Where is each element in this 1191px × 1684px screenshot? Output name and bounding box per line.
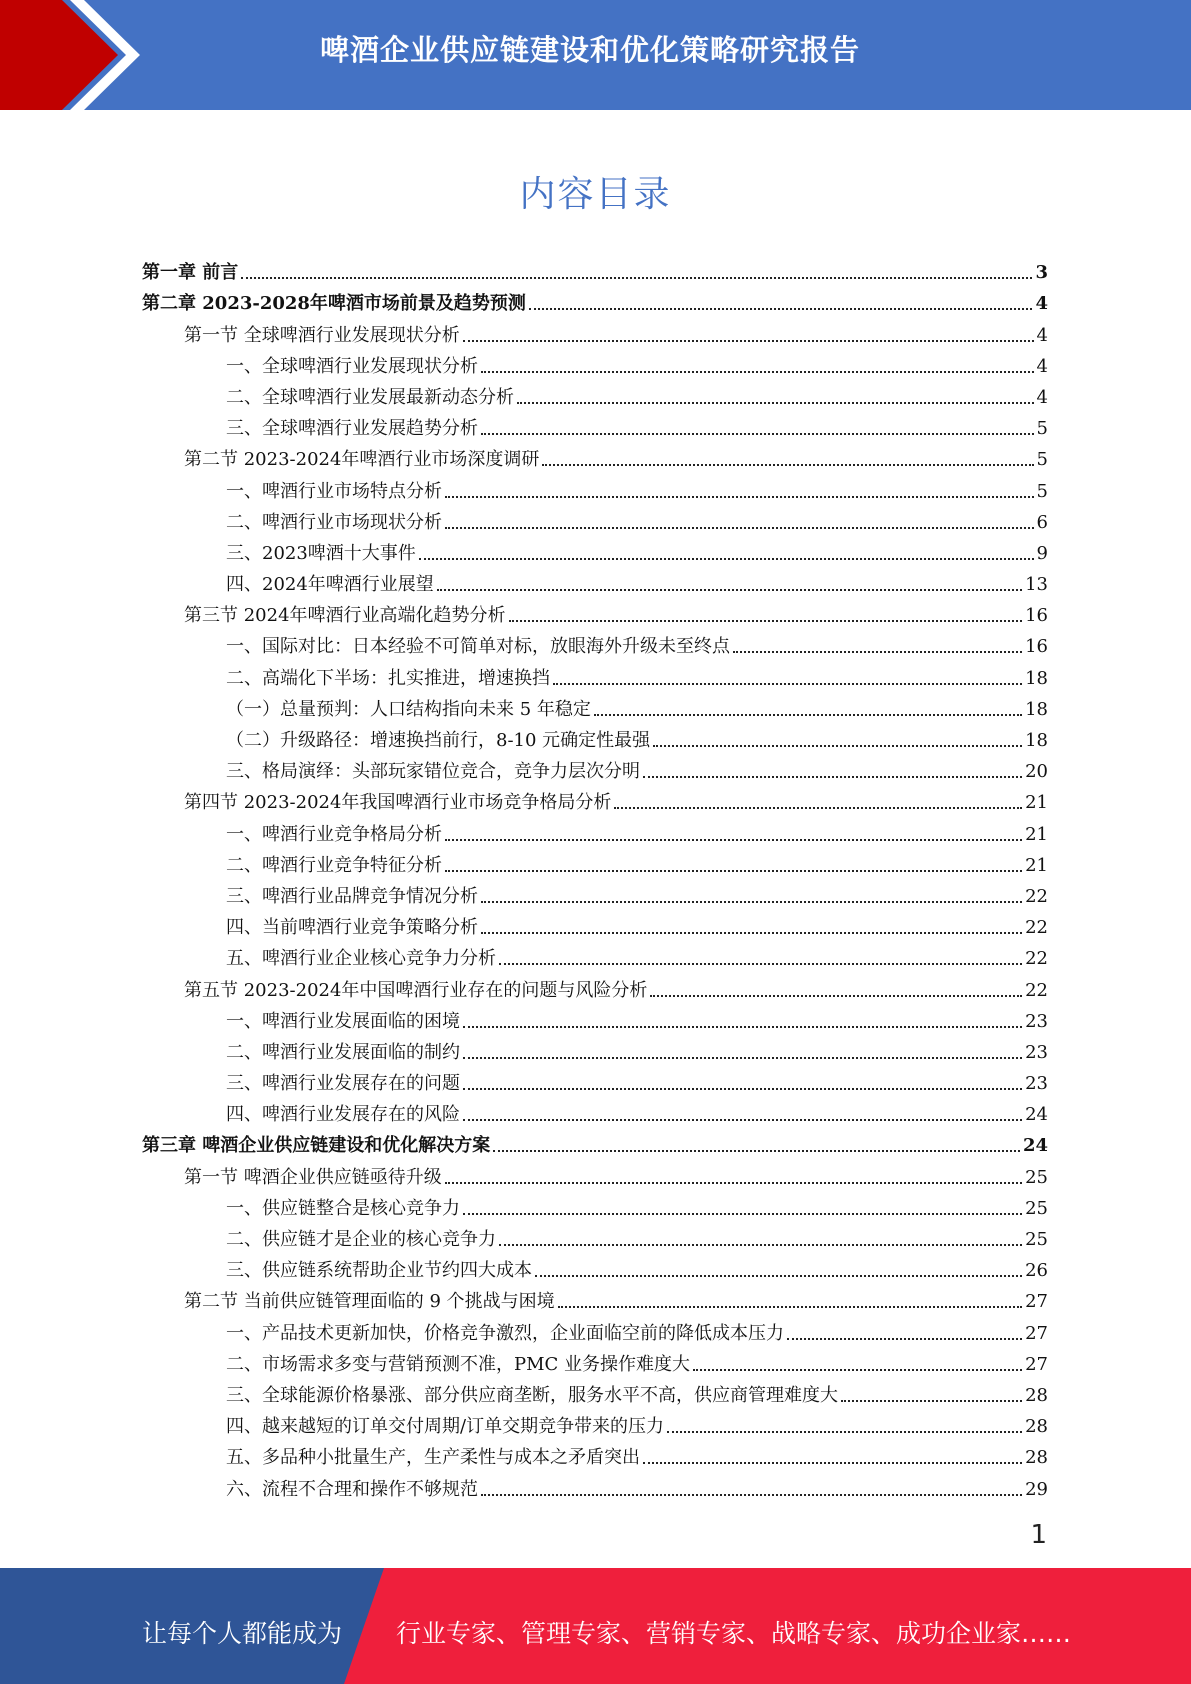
toc-entry-title: 一、供应链整合是核心竞争力 bbox=[226, 1197, 460, 1219]
toc-entry[interactable] bbox=[142, 659, 1048, 690]
toc-entry-page: 28 bbox=[1025, 1447, 1048, 1469]
toc-dot-leader bbox=[445, 1181, 1022, 1184]
toc-dot-leader bbox=[535, 1274, 1022, 1277]
toc-entry-page: 27 bbox=[1025, 1322, 1048, 1344]
toc-dot-leader bbox=[445, 495, 1034, 498]
toc-entry-page: 21 bbox=[1025, 792, 1048, 814]
toc-entry-page: 16 bbox=[1025, 636, 1048, 658]
toc-entry-page: 25 bbox=[1025, 1229, 1048, 1250]
toc-dot-leader bbox=[241, 276, 1032, 279]
toc-entry-page: 5 bbox=[1036, 449, 1048, 471]
toc-entry[interactable] bbox=[142, 1470, 1048, 1501]
toc-entry-page: 13 bbox=[1025, 574, 1048, 596]
toc-entry-page: 4 bbox=[1036, 324, 1048, 346]
toc-dot-leader bbox=[481, 370, 1034, 373]
toc-dot-leader bbox=[445, 838, 1022, 841]
toc-dot-leader bbox=[493, 1149, 1020, 1152]
toc-dot-leader bbox=[463, 339, 1034, 342]
toc-entry-page: 21 bbox=[1025, 854, 1048, 876]
toc-entry-page: 16 bbox=[1025, 605, 1048, 627]
toc-entry-page: 22 bbox=[1025, 885, 1048, 907]
toc-entry[interactable] bbox=[142, 722, 1048, 753]
toc-dot-leader bbox=[517, 401, 1034, 404]
toc-entry-title: 二、啤酒行业发展面临的制约 bbox=[226, 1041, 460, 1063]
toc-entry-title: 二、市场需求多变与营销预测不准，PMC 业务操作难度大 bbox=[226, 1353, 691, 1375]
toc-entry[interactable] bbox=[142, 691, 1048, 722]
toc-entry-page: 5 bbox=[1036, 480, 1048, 502]
toc-entry-title: 第一节 全球啤酒行业发展现状分析 bbox=[184, 324, 460, 346]
toc-entry[interactable] bbox=[142, 254, 1048, 285]
toc-entry[interactable] bbox=[142, 1314, 1048, 1345]
toc-entry[interactable] bbox=[142, 535, 1048, 566]
toc-entry[interactable] bbox=[142, 628, 1048, 659]
toc-dot-leader bbox=[445, 869, 1022, 872]
toc-entry[interactable] bbox=[142, 909, 1048, 940]
toc-dot-leader bbox=[558, 1305, 1022, 1308]
toc-dot-leader bbox=[463, 1118, 1022, 1121]
toc-dot-leader bbox=[733, 650, 1022, 653]
toc-dot-leader bbox=[481, 900, 1022, 903]
toc-dot-leader bbox=[463, 1087, 1022, 1090]
toc-entry-page: 20 bbox=[1025, 761, 1048, 783]
toc-entry-title: 四、啤酒行业发展存在的风险 bbox=[226, 1104, 460, 1126]
toc-entry-page: 23 bbox=[1025, 1010, 1048, 1032]
toc-entry-page: 23 bbox=[1025, 1073, 1048, 1095]
toc-entry-page: 24 bbox=[1022, 1135, 1048, 1157]
toc-dot-leader bbox=[463, 1056, 1022, 1059]
toc-entry-title: 三、供应链系统帮助企业节约四大成本 bbox=[226, 1260, 532, 1282]
toc-entry-title: 二、高端化下半场：扎实推进，增速换挡 bbox=[226, 667, 550, 689]
toc-entry-page: 28 bbox=[1025, 1384, 1048, 1406]
toc-dot-leader bbox=[419, 557, 1034, 560]
toc-entry-title: 三、啤酒行业品牌竞争情况分析 bbox=[226, 885, 478, 907]
toc-entry-title: 第五节 2023-2024年中国啤酒行业存在的问题与风险分析 bbox=[184, 979, 648, 1001]
toc-entry-title: 三、格局演绎：头部玩家错位竞合，竞争力层次分明 bbox=[226, 761, 640, 783]
toc-entry-page: 6 bbox=[1036, 511, 1048, 533]
toc-entry[interactable] bbox=[142, 1408, 1048, 1439]
toc-entry-title: 第三章 啤酒企业供应链建设和优化解决方案 bbox=[142, 1135, 491, 1157]
toc-entry-title: 六、流程不合理和操作不够规范 bbox=[226, 1478, 478, 1500]
report-title: 啤酒企业供应链建设和优化策略研究报告 bbox=[320, 33, 861, 67]
toc-dot-leader bbox=[643, 775, 1022, 778]
toc-entry[interactable] bbox=[142, 504, 1048, 535]
page-number: 1 bbox=[1030, 1520, 1047, 1550]
toc-entry[interactable] bbox=[142, 1003, 1048, 1034]
toc-entry-page: 3 bbox=[1035, 262, 1048, 284]
toc-entry-title: 第一节 啤酒企业供应链亟待升级 bbox=[184, 1166, 442, 1188]
toc-entry[interactable] bbox=[142, 410, 1048, 441]
toc-dot-leader bbox=[437, 588, 1022, 591]
toc-dot-leader bbox=[594, 713, 1022, 716]
toc-entry[interactable] bbox=[142, 285, 1048, 316]
toc-entry-page: 18 bbox=[1025, 698, 1048, 720]
toc-entry-page: 5 bbox=[1036, 418, 1048, 440]
toc-entry[interactable] bbox=[142, 441, 1048, 472]
toc-dot-leader bbox=[643, 1461, 1022, 1464]
toc-entry-title: 二、全球啤酒行业发展最新动态分析 bbox=[226, 386, 514, 408]
toc-entry-page: 26 bbox=[1025, 1260, 1048, 1282]
toc-entry-page: 23 bbox=[1025, 1041, 1048, 1063]
toc-entry-title: 第二章 2023-2028年啤酒市场前景及趋势预测 bbox=[142, 293, 526, 315]
toc-entry-title: 一、啤酒行业发展面临的困境 bbox=[226, 1010, 460, 1032]
header-band bbox=[0, 0, 1191, 110]
toc-entry-page: 4 bbox=[1036, 355, 1048, 377]
toc-entry-title: 第二节 当前供应链管理面临的 9 个挑战与困境 bbox=[184, 1291, 555, 1313]
toc-dot-leader bbox=[841, 1399, 1022, 1402]
toc-entry[interactable] bbox=[142, 1127, 1048, 1158]
toc-dot-leader bbox=[481, 432, 1034, 435]
toc-entry[interactable] bbox=[142, 753, 1048, 784]
toc-entry[interactable] bbox=[142, 1096, 1048, 1127]
toc-entry[interactable] bbox=[142, 566, 1048, 597]
toc-entry[interactable] bbox=[142, 847, 1048, 878]
toc-entry[interactable] bbox=[142, 1158, 1048, 1189]
toc-entry-title: （二）升级路径：增速换挡前行，8-10 元确定性最强 bbox=[226, 730, 651, 751]
toc-entry[interactable] bbox=[142, 784, 1048, 815]
toc-entry[interactable] bbox=[142, 1034, 1048, 1065]
toc-entry[interactable] bbox=[142, 1283, 1048, 1314]
toc-entry-title: 一、啤酒行业竞争格局分析 bbox=[226, 823, 442, 845]
footer-slogan-left: 让每个人都能成为 bbox=[142, 1619, 343, 1648]
toc-entry-title: 四、2024年啤酒行业展望 bbox=[226, 574, 434, 596]
toc-dot-leader bbox=[667, 1430, 1022, 1433]
toc-dot-leader bbox=[509, 619, 1023, 622]
toc-dot-leader bbox=[787, 1337, 1022, 1340]
toc-entry-page: 22 bbox=[1025, 948, 1048, 970]
toc-entry[interactable] bbox=[142, 597, 1048, 628]
toc-entry-page: 25 bbox=[1025, 1166, 1048, 1188]
toc-entry[interactable] bbox=[142, 1065, 1048, 1096]
toc-entry-title: 一、国际对比：日本经验不可简单对标，放眼海外升级未至终点 bbox=[226, 636, 730, 658]
toc-dot-leader bbox=[693, 1368, 1022, 1371]
toc-entry-title: 四、当前啤酒行业竞争策略分析 bbox=[226, 917, 478, 939]
toc-entry-title: 一、产品技术更新加快，价格竞争激烈，企业面临空前的降低成本压力 bbox=[226, 1322, 784, 1344]
toc-dot-leader bbox=[650, 994, 1022, 997]
toc-dot-leader bbox=[445, 526, 1034, 529]
toc-dot-leader bbox=[653, 744, 1022, 747]
toc-entry-page: 21 bbox=[1025, 823, 1048, 845]
toc-entry-title: 第二节 2023-2024年啤酒行业市场深度调研 bbox=[184, 449, 540, 471]
toc-entry[interactable] bbox=[142, 316, 1048, 347]
toc-entry[interactable] bbox=[142, 1190, 1048, 1221]
toc-entry-title: 一、啤酒行业市场特点分析 bbox=[226, 480, 442, 502]
toc-entry-page: 9 bbox=[1036, 542, 1048, 564]
toc-dot-leader bbox=[481, 931, 1022, 934]
toc-entry-page: 29 bbox=[1025, 1478, 1048, 1500]
toc-entry-page: 22 bbox=[1025, 917, 1048, 939]
toc-entry-title: 第四节 2023-2024年我国啤酒行业市场竞争格局分析 bbox=[184, 792, 612, 814]
toc-entry-title: 四、越来越短的订单交付周期/订单交期竞争带来的压力 bbox=[226, 1416, 665, 1438]
toc-entry-page: 18 bbox=[1025, 730, 1048, 751]
toc-heading: 内容目录 bbox=[519, 174, 672, 215]
toc-entry-page: 18 bbox=[1025, 667, 1048, 689]
toc-entry-title: 五、多品种小批量生产，生产柔性与成本之矛盾突出 bbox=[226, 1447, 640, 1469]
toc-entry-title: 三、啤酒行业发展存在的问题 bbox=[226, 1073, 460, 1095]
toc-entry[interactable] bbox=[142, 1252, 1048, 1283]
toc-entry-title: 五、啤酒行业企业核心竞争力分析 bbox=[226, 948, 496, 970]
toc-entry-page: 25 bbox=[1025, 1197, 1048, 1219]
toc-dot-leader bbox=[529, 307, 1033, 310]
toc-entry-title: 第一章 前言 bbox=[142, 262, 239, 284]
toc-entry[interactable] bbox=[142, 1346, 1048, 1377]
table-of-contents bbox=[142, 254, 1048, 1502]
toc-dot-leader bbox=[553, 682, 1022, 685]
toc-entry-page: 24 bbox=[1025, 1104, 1048, 1126]
toc-entry[interactable] bbox=[142, 472, 1048, 503]
toc-entry-title: 一、全球啤酒行业发展现状分析 bbox=[226, 355, 478, 377]
toc-dot-leader bbox=[542, 463, 1033, 466]
toc-dot-leader bbox=[463, 1025, 1022, 1028]
toc-dot-leader bbox=[499, 1243, 1022, 1246]
toc-dot-leader bbox=[481, 1493, 1022, 1496]
toc-entry-title: 第三节 2024年啤酒行业高端化趋势分析 bbox=[184, 605, 506, 627]
toc-entry-page: 28 bbox=[1025, 1416, 1048, 1438]
toc-dot-leader bbox=[614, 806, 1022, 809]
toc-entry-page: 4 bbox=[1036, 386, 1048, 408]
footer-slogan-right: 行业专家、管理专家、营销专家、战略专家、成功企业家…… bbox=[396, 1619, 1072, 1648]
toc-entry[interactable] bbox=[142, 815, 1048, 846]
toc-entry[interactable] bbox=[142, 1439, 1048, 1470]
toc-entry[interactable] bbox=[142, 878, 1048, 909]
toc-entry-title: 三、2023啤酒十大事件 bbox=[226, 542, 416, 564]
toc-entry[interactable] bbox=[142, 379, 1048, 410]
toc-entry-title: 二、啤酒行业市场现状分析 bbox=[226, 511, 442, 533]
toc-entry-title: 二、啤酒行业竞争特征分析 bbox=[226, 854, 442, 876]
toc-entry-title: 二、供应链才是企业的核心竞争力 bbox=[226, 1229, 496, 1250]
toc-entry[interactable] bbox=[142, 971, 1048, 1002]
toc-dot-leader bbox=[463, 1212, 1022, 1215]
toc-entry-title: 三、全球啤酒行业发展趋势分析 bbox=[226, 418, 478, 440]
toc-entry[interactable] bbox=[142, 1221, 1048, 1252]
toc-entry-page: 22 bbox=[1025, 979, 1048, 1001]
toc-entry-title: 三、全球能源价格暴涨、部分供应商垄断，服务水平不高，供应商管理难度大 bbox=[226, 1384, 838, 1406]
toc-entry[interactable] bbox=[142, 940, 1048, 971]
toc-dot-leader bbox=[499, 962, 1022, 965]
toc-entry-page: 27 bbox=[1025, 1291, 1048, 1313]
toc-entry-title: （一）总量预判：人口结构指向未来 5 年稳定 bbox=[226, 698, 591, 720]
toc-entry[interactable] bbox=[142, 1377, 1048, 1408]
toc-entry[interactable] bbox=[142, 348, 1048, 379]
header-arrow-icon bbox=[0, 0, 160, 110]
toc-entry-page: 4 bbox=[1035, 293, 1048, 315]
toc-entry-page: 27 bbox=[1025, 1353, 1048, 1375]
